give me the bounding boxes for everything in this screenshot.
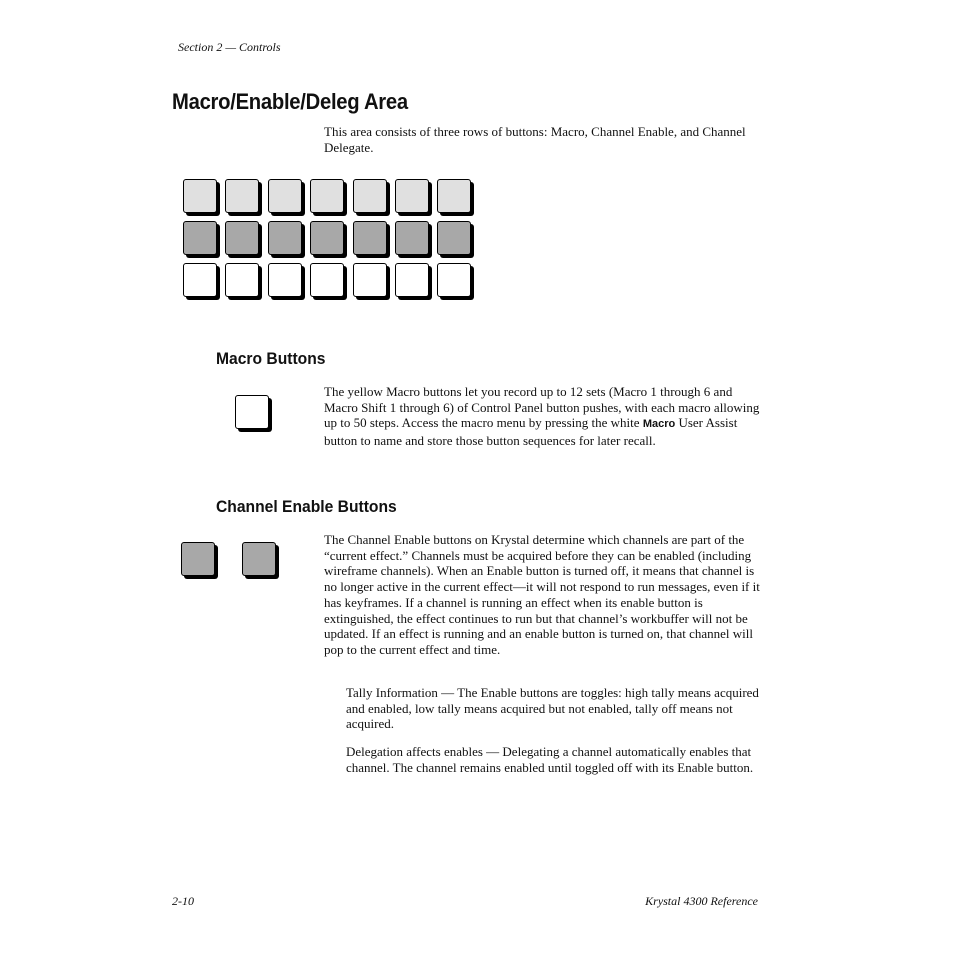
enable-button-illustration — [181, 542, 215, 576]
macro-button-illustration — [235, 395, 269, 429]
macro-heading: Macro Buttons — [216, 349, 326, 368]
grid-delegate-button — [395, 263, 429, 297]
grid-macro-button — [268, 179, 302, 213]
intro-paragraph: This area consists of three rows of buttons: Macro, Channel Enable, and Channel Delegate. — [324, 124, 746, 155]
tally-note: Tally Information — The Enable buttons are toggles: high tally means acquired and enabled, low tally means acquired but not enabled, tally off means not acquired. — [346, 685, 759, 732]
grid-enable-button — [437, 221, 471, 255]
grid-macro-button — [225, 179, 259, 213]
grid-delegate-button — [310, 263, 344, 297]
grid-macro-button — [310, 179, 344, 213]
macro-text-before: The yellow Macro buttons let you record up to 12 sets (Macro 1 through 6 and Macro Shift 1 through 6) of Control Panel button pushes, with each macro allowing up to 50 steps. Access the macro menu by pressing the white — [324, 384, 760, 431]
grid-enable-button — [268, 221, 302, 255]
grid-enable-button — [310, 221, 344, 255]
grid-enable-button — [353, 221, 387, 255]
grid-enable-button — [183, 221, 217, 255]
grid-macro-button — [437, 179, 471, 213]
doc-title: Krystal 4300 Reference — [645, 894, 758, 908]
macro-text-after: User Assist button to name and store those button sequences for later recall. — [324, 415, 738, 449]
grid-delegate-button — [437, 263, 471, 297]
macro-inline-label: Macro — [642, 418, 676, 431]
section-title: Macro/Enable/Deleg Area — [172, 89, 408, 114]
button-grid-illustration — [183, 179, 483, 309]
grid-delegate-button — [183, 263, 217, 297]
grid-macro-button — [183, 179, 217, 213]
grid-delegate-button — [225, 263, 259, 297]
running-head: Section 2 — Controls — [178, 40, 281, 54]
grid-delegate-button — [268, 263, 302, 297]
delegation-note: Delegation affects enables — Delegating a channel automatically enables that channel. The channel remains enabled until toggled off with its Enable button. — [346, 744, 754, 775]
enable-paragraph: The Channel Enable buttons on Krystal determine which channels are part of the “current effect.” Channels must be acquired before they can be enabled (including wireframe channels). When an Enable button is turned off, it means that channel is no longer active in the current effect—it will not respond to run messages, even if it has keyframes. If a channel is running an effect when its enable button is extinguished, the effect continues to run but that channel’s workbuffer will not be updated. If an effect is running and an enable button is turned on, that channel will pop to the current effect and time. — [324, 532, 760, 657]
enable-button-illustration — [242, 542, 276, 576]
grid-enable-button — [395, 221, 429, 255]
grid-macro-button — [395, 179, 429, 213]
enable-heading: Channel Enable Buttons — [216, 497, 397, 516]
page-number: 2-10 — [172, 894, 194, 908]
macro-paragraph — [324, 384, 760, 449]
grid-enable-button — [225, 221, 259, 255]
grid-delegate-button — [353, 263, 387, 297]
grid-macro-button — [353, 179, 387, 213]
